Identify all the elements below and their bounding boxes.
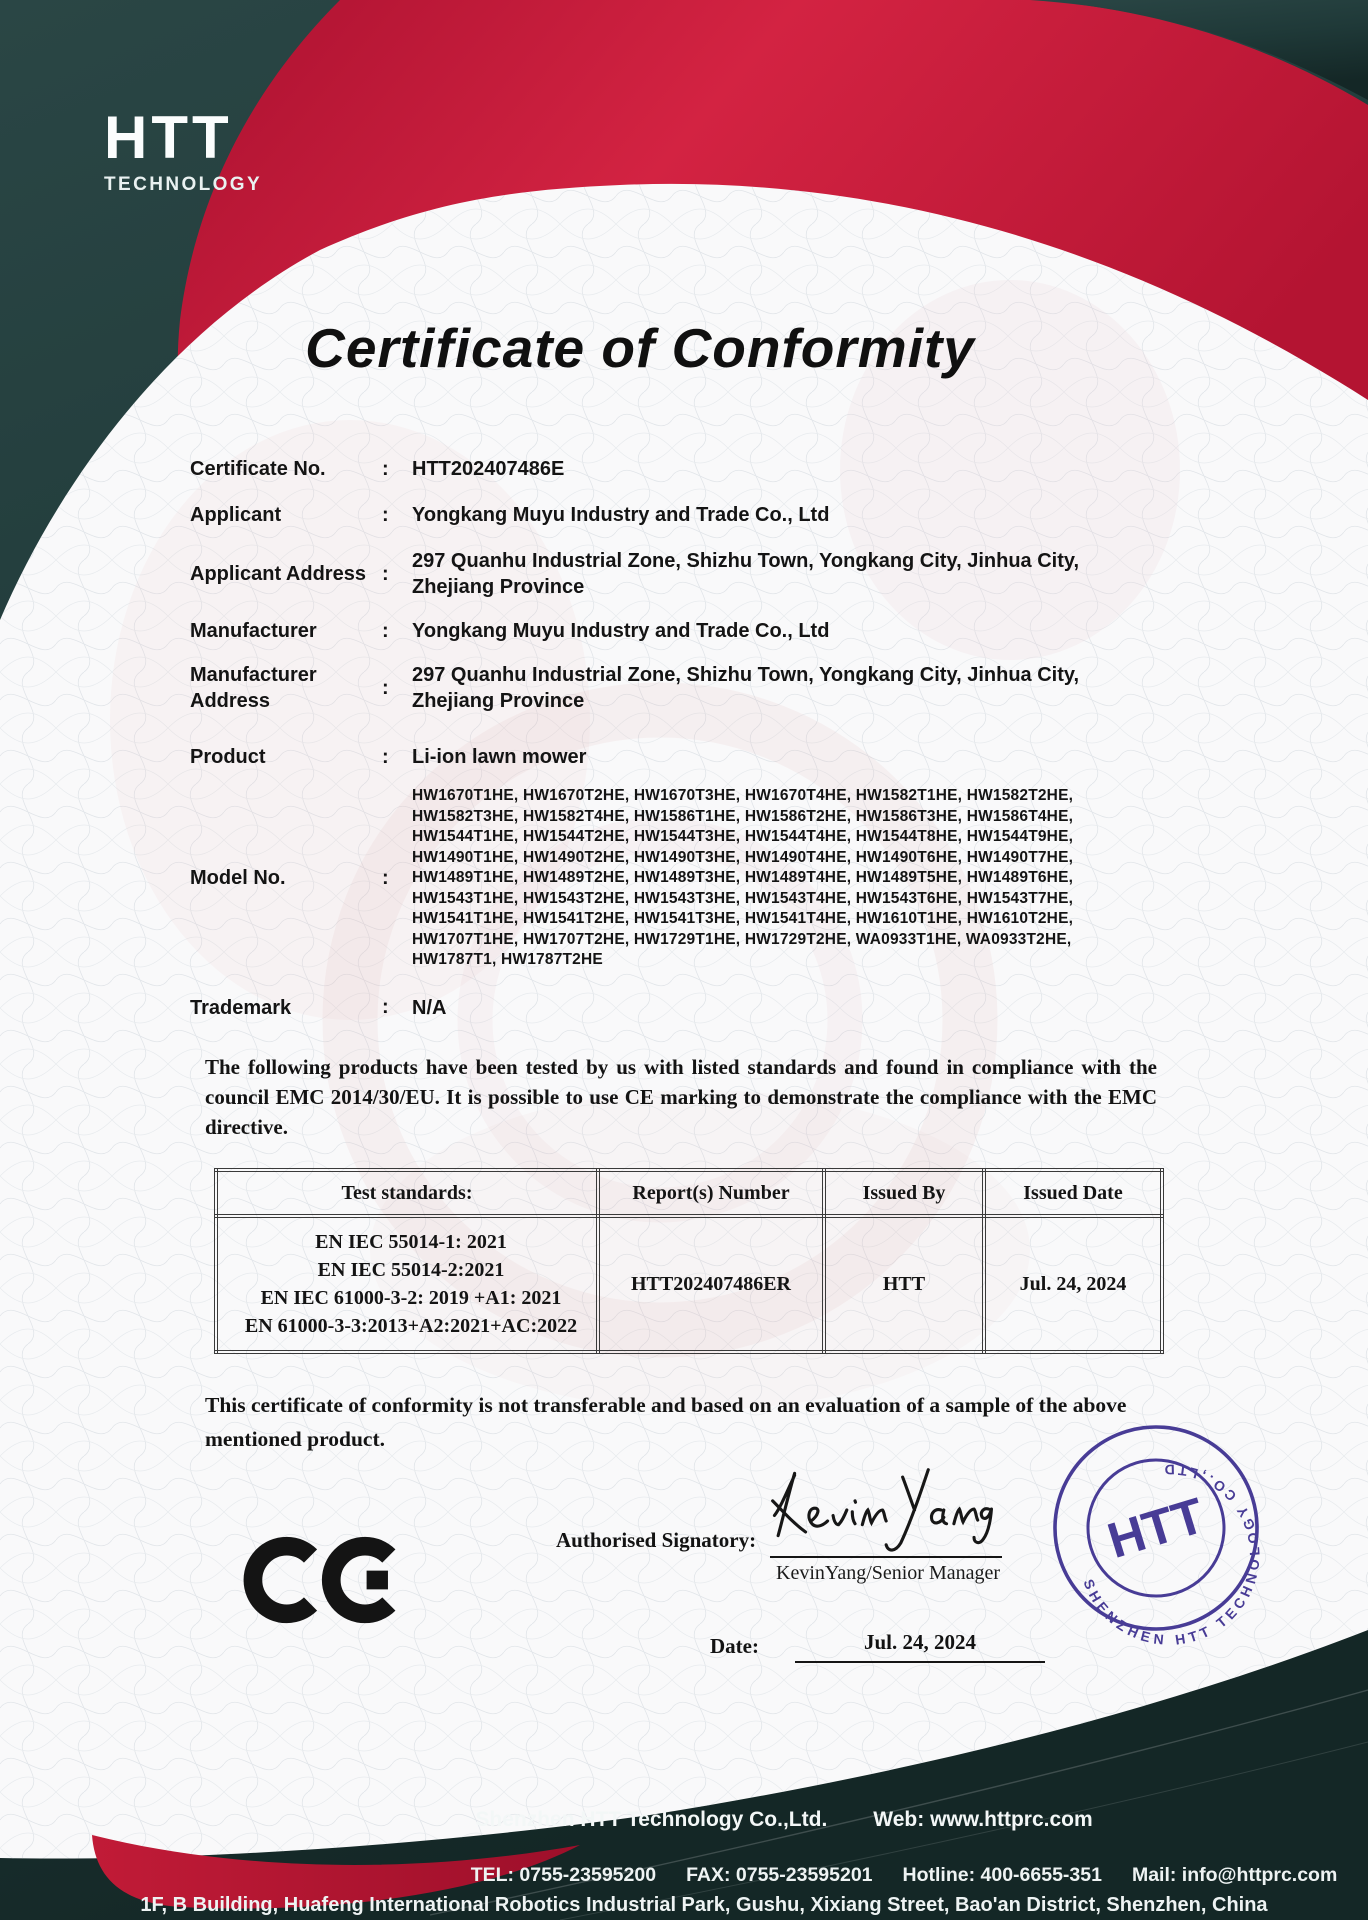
field-applicant-address: [190, 548, 1150, 600]
field-certificate-no: [190, 456, 1150, 482]
footer-hotline: Hotline: 400-6655-351: [902, 1864, 1102, 1886]
footer-company-row: [200, 1808, 1368, 1832]
field-colon: :: [382, 676, 389, 699]
footer-fax: FAX: 0755-23595201: [686, 1864, 873, 1886]
signer-name-title: KevinYang/Senior Manager: [776, 1562, 1001, 1584]
compliance-paragraph: The following products have been tested by us with listed standards and found in compliance with the council EMC 2014/30/EU. It is possible to use CE marking to demonstrate the compliance with the EMC directive.: [205, 1055, 1157, 1139]
footer-mail: Mail: info@httprc.com: [1131, 1864, 1338, 1886]
field-value: HTT202407486E: [412, 458, 565, 480]
field-colon: :: [382, 745, 389, 768]
signature-line: [770, 1556, 1002, 1558]
field-label: Product: [190, 746, 266, 768]
field-value: HW1670T1HE, HW1670T2HE, HW1670T3HE, HW1670T4HE, HW1582T1HE, HW1582T2HE, HW1582T3HE, HW1582T4HE, HW1586T1HE, HW1586T2HE, HW1586T3HE, HW1586T4HE, HW1544T1HE, HW1544T2HE, HW1544T3HE, HW1544T4HE, HW1544T8HE, HW1544T9HE, HW1490T1HE, HW1490T2HE, HW1490T3HE, HW1490T4HE, HW1490T6HE, HW1490T7HE, HW1489T1HE, HW1489T2HE, HW1489T3HE, HW1489T4HE, HW1489T5HE, HW1489T6HE, HW1543T1HE, HW1543T2HE, HW1543T3HE, HW1543T4HE, HW1543T6HE, HW1543T7HE, HW1541T1HE, HW1541T2HE, HW1541T3HE, HW1541T4HE, HW1610T1HE, HW1610T2HE, HW1707T1HE, HW1707T2HE, HW1729T1HE, HW1729T2HE, WA0933T1HE, WA0933T2HE, HW1787T1, HW1787T2HE: [412, 787, 1074, 968]
authorised-signatory-label: Authorised Signatory:: [556, 1528, 757, 1552]
footer-tel: TEL: 0755-23595200: [470, 1864, 657, 1886]
non-transferable-statement: This certificate of conformity is not transferable and based on an evaluation of a sample of the above mentioned product.: [205, 1393, 1127, 1451]
date-label: Date:: [710, 1634, 759, 1658]
field-colon: :: [382, 866, 389, 889]
company-logo: [104, 104, 263, 196]
field-value: N/A: [412, 996, 447, 1019]
table-row: [216, 1216, 1162, 1352]
footer-company: Shenzhen HTT Technology Co.,Ltd.: [475, 1808, 828, 1831]
standard-line: EN 61000-3-3:2013+A2:2021+AC:2022: [244, 1315, 578, 1337]
footer-contact-row: [440, 1864, 1368, 1887]
cell-issued-date: Jul. 24, 2024: [984, 1216, 1162, 1352]
footer-address: 1F, B Building, Huafeng International Robotics Industrial Park, Gushu, Xixiang Street, Bao'an District, Shenzhen, China: [140, 1894, 1268, 1916]
field-value: 297 Quanhu Industrial Zone, Shizhu Town, Yongkang City, Jinhua City, Zhejiang Province: [412, 550, 1080, 598]
field-colon: :: [382, 619, 389, 642]
page-title: Certificate of Conformity: [305, 317, 975, 379]
field-colon: :: [382, 457, 389, 480]
field-label: Certificate No.: [190, 458, 326, 480]
standards-table: [214, 1168, 1164, 1354]
col-issued-by: Issued By: [824, 1170, 984, 1216]
stamp-ring-text: SHENZHEN HTT TECHNOLOGY CO.,LTD: [1080, 1461, 1263, 1649]
company-stamp: [1032, 1404, 1280, 1652]
field-model-no: [190, 786, 1150, 971]
field-trademark: [190, 995, 1150, 1021]
field-value: Yongkang Muyu Industry and Trade Co., Ltd: [412, 620, 830, 642]
field-colon: :: [382, 562, 389, 585]
col-report-number: Report(s) Number: [598, 1170, 824, 1216]
cell-test-standards: [216, 1216, 598, 1352]
table-header-row: [216, 1170, 1162, 1216]
field-product: [190, 744, 1150, 770]
ce-mark-icon: [242, 1512, 420, 1648]
standard-line: EN IEC 55014-1: 2021: [315, 1231, 507, 1253]
field-colon: :: [382, 503, 389, 526]
standard-line: EN IEC 55014-2:2021: [317, 1259, 505, 1281]
field-label: Applicant: [190, 504, 282, 526]
logo-subtitle: TECHNOLOGY: [104, 174, 263, 195]
field-label: Manufacturer Address: [190, 664, 317, 712]
field-colon: :: [382, 996, 389, 1018]
col-test-standards: Test standards:: [216, 1170, 598, 1216]
col-issued-date: Issued Date: [984, 1170, 1162, 1216]
field-applicant: [190, 502, 1150, 528]
field-value: 297 Quanhu Industrial Zone, Shizhu Town, Yongkang City, Jinhua City, Zhejiang Province: [412, 664, 1080, 712]
field-label: Manufacturer: [190, 620, 317, 642]
cell-issued-by: HTT: [824, 1216, 984, 1352]
signature-handwriting: [758, 1460, 996, 1560]
field-label: Trademark: [190, 996, 292, 1019]
cell-report-number: HTT202407486ER: [598, 1216, 824, 1352]
date-value: Jul. 24, 2024: [795, 1630, 1045, 1663]
standard-line: EN IEC 61000-3-2: 2019 +A1: 2021: [260, 1287, 562, 1309]
field-label: Model No.: [190, 867, 286, 890]
field-manufacturer: [190, 618, 1150, 644]
field-value: Li-ion lawn mower: [412, 746, 587, 768]
footer-web: Web: www.httprc.com: [873, 1808, 1093, 1831]
certificate-fields: [190, 456, 1150, 1021]
logo-text: HTT: [104, 104, 233, 171]
stamp-center-text: HTT: [1101, 1487, 1211, 1569]
field-label: Applicant Address: [190, 563, 366, 585]
field-manufacturer-address: [190, 662, 1150, 714]
field-value: Yongkang Muyu Industry and Trade Co., Ltd: [412, 504, 830, 526]
